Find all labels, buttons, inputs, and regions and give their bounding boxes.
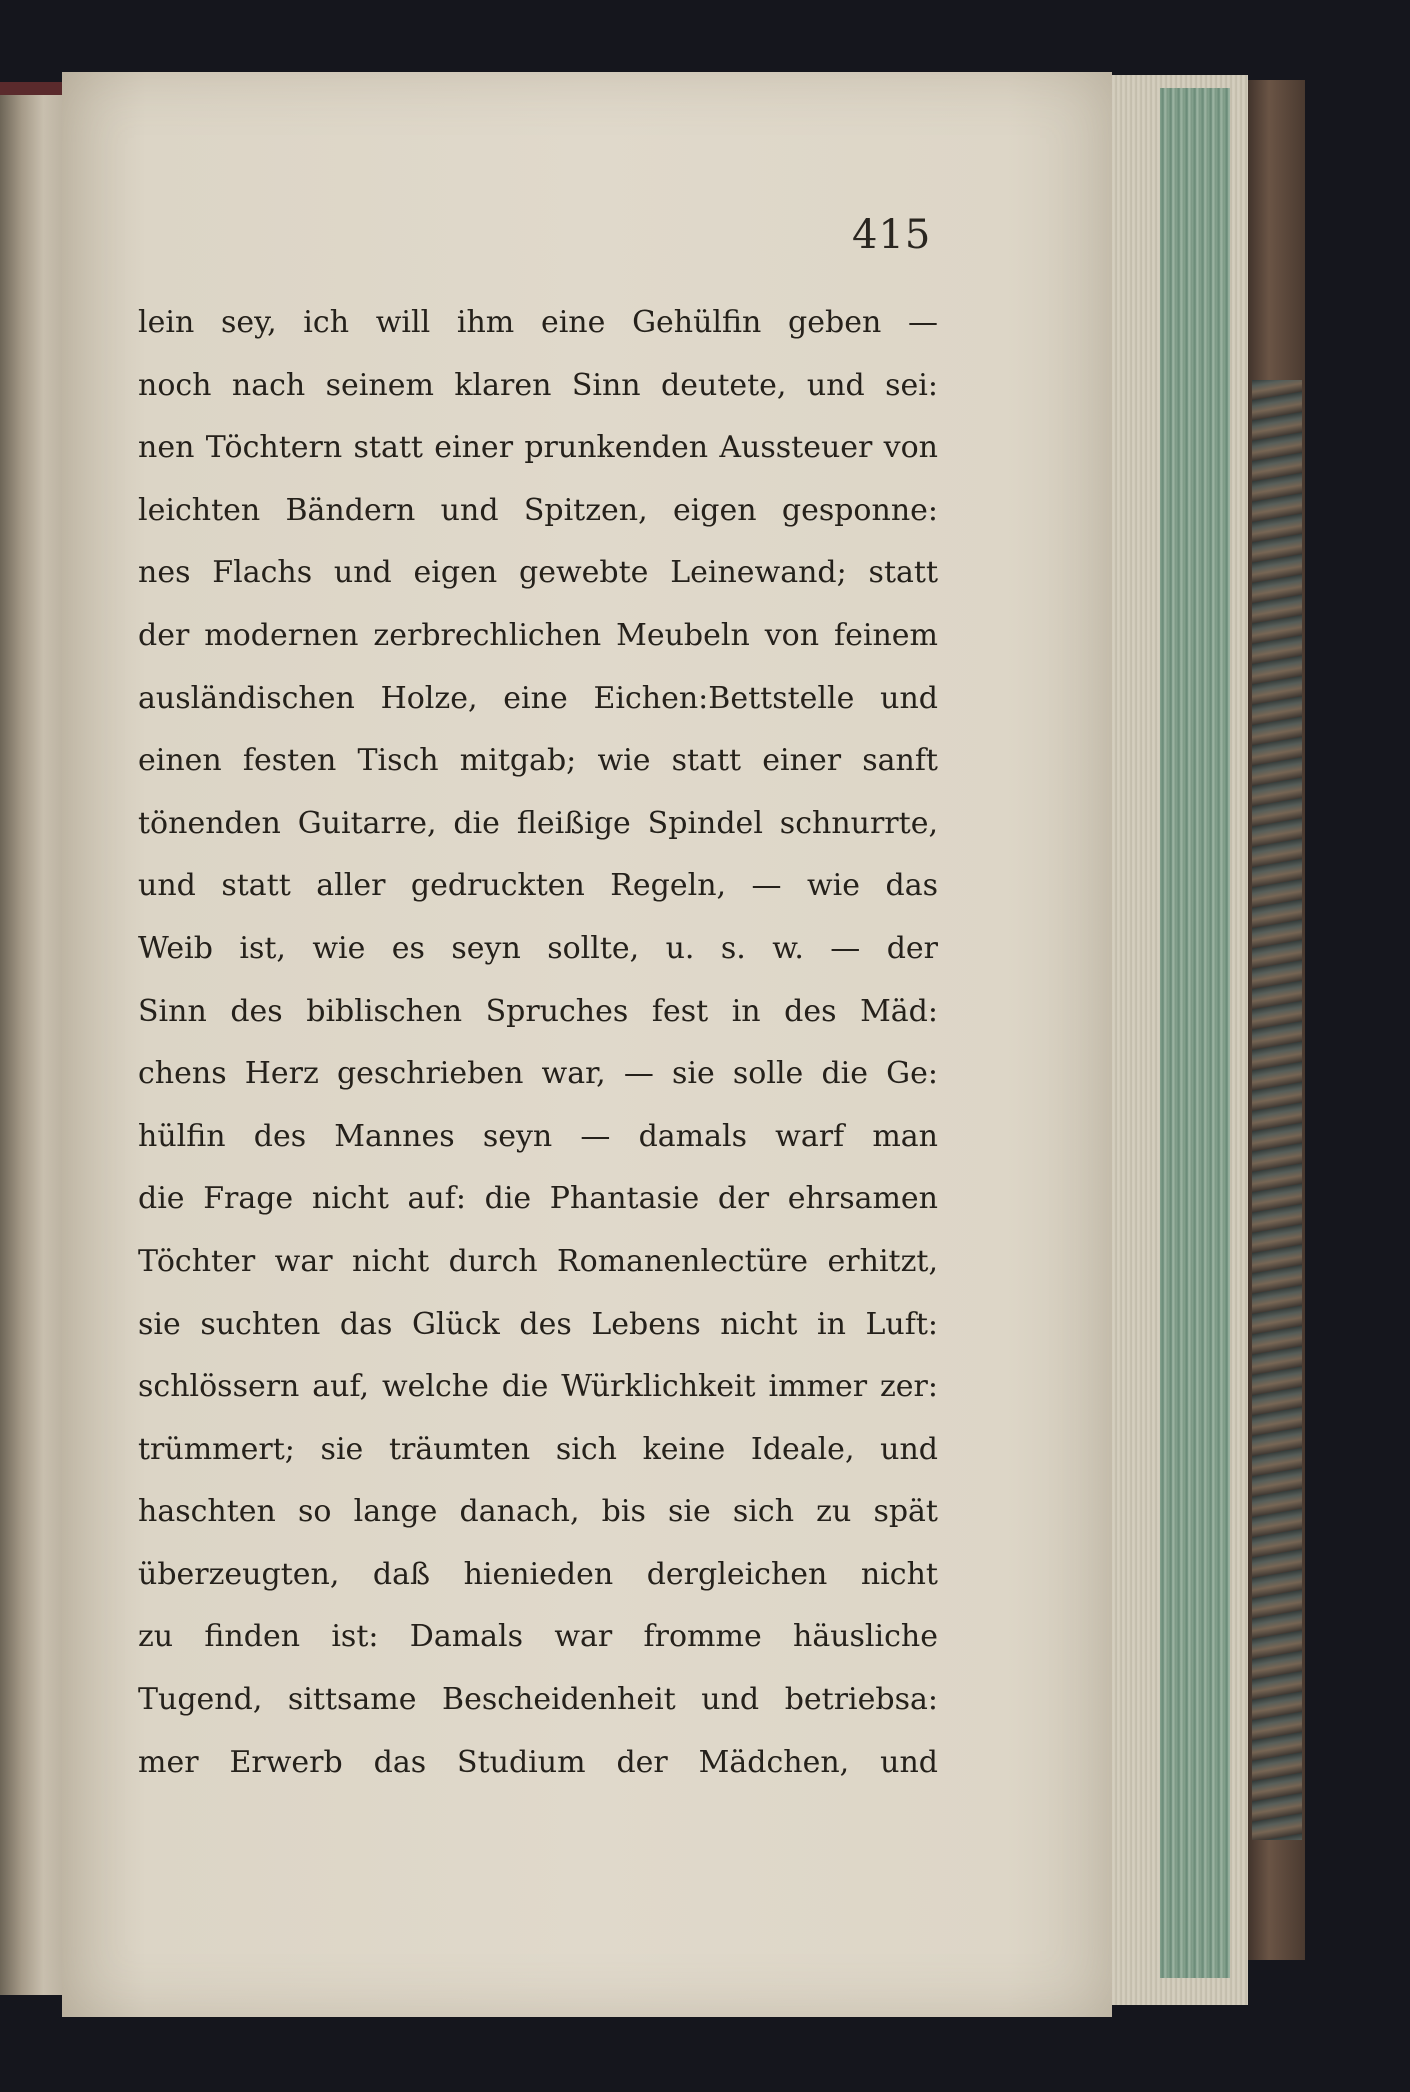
text-line: Sinn des biblischen Spruches fest in des Mäd:: [138, 993, 938, 1029]
text-line: Weib ist, wie es seyn sollte, u. s. w. — der: [138, 930, 938, 966]
text-line: schlössern auf, welche die Würklichkeit immer zer:: [138, 1369, 938, 1405]
text-line: chens Herz geschrieben war, — sie solle die Ge:: [138, 1056, 938, 1092]
colored-page-edges: [1160, 88, 1230, 1978]
text-line: Tugend, sittsame Bescheidenheit und betriebsa:: [138, 1682, 938, 1718]
text-line: lein sey, ich will ihm eine Gehülfin geben —: [138, 305, 938, 340]
text-line: und statt aller gedruckten Regeln, — wie das: [138, 868, 938, 904]
page-number: 415: [852, 212, 932, 258]
text-line: überzeugten, daß hienieden dergleichen nicht: [138, 1556, 938, 1592]
text-line: ausländischen Holze, eine Eichen:Bettstelle und: [138, 680, 938, 716]
text-line: Töchter war nicht durch Romanenlectüre erhitzt,: [138, 1243, 938, 1279]
text-line: der modernen zerbrechlichen Meubeln von feinem: [138, 617, 938, 653]
text-line: mer Erwerb das Studium der Mädchen, und: [138, 1744, 938, 1780]
text-line: tönenden Guitarre, die fleißige Spindel schnurrte,: [138, 805, 938, 841]
text-line: nen Töchtern statt einer prunkenden Aussteuer von: [138, 430, 938, 466]
text-line: einen festen Tisch mitgab; wie statt einer sanft: [138, 743, 938, 779]
text-line: hülfin des Mannes seyn — damals warf man: [138, 1118, 938, 1154]
text-line: nes Flachs und eigen gewebte Leinewand; statt: [138, 555, 938, 591]
text-line: zu finden ist: Damals war fromme häusliche: [138, 1619, 938, 1655]
left-page-edge: [0, 95, 64, 1995]
marbled-cover: [1252, 380, 1302, 1840]
text-line: die Frage nicht auf: die Phantasie der ehrsamen: [138, 1181, 938, 1217]
text-line: sie suchten das Glück des Lebens nicht in Luft:: [138, 1306, 938, 1342]
text-line: noch nach seinem klaren Sinn deutete, und sei:: [138, 367, 938, 403]
page-text: [138, 292, 938, 1794]
text-line: haschten so lange danach, bis sie sich zu spät: [138, 1494, 938, 1530]
text-line: leichten Bändern und Spitzen, eigen gesponne:: [138, 492, 938, 528]
text-line: trümmert; sie träumten sich keine Ideale, und: [138, 1431, 938, 1467]
